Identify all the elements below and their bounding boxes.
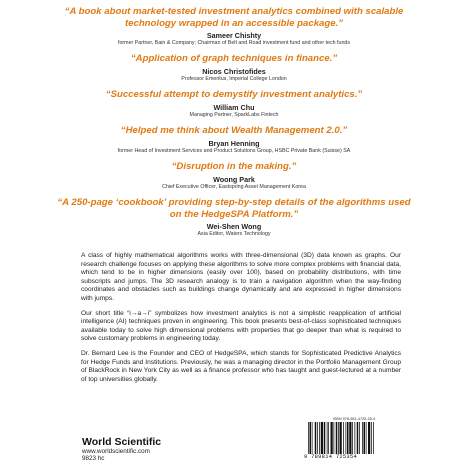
barcode-bar [343, 422, 344, 454]
endorsement [0, 6, 468, 46]
endorser-name: Woong Park [213, 174, 255, 184]
endorser-name: Wei-Shen Wong [206, 222, 262, 232]
barcode-bar [373, 422, 374, 454]
barcode-bar [312, 422, 313, 454]
endorser-name: William Chu [213, 102, 255, 112]
barcode-bar [359, 422, 360, 454]
endorsement-quote: “A book about market-tested investment analytics combined with scalable technology wrapped in an accessible package.” [64, 6, 404, 29]
endorser-role: former Head of Investment Services and Product Solutions Group, HSBC Private Bank (Suisse) SA [117, 147, 351, 154]
barcode-bar [366, 422, 367, 454]
endorsements-section [0, 6, 468, 244]
endorsement-quote: “Disruption in the making.” [171, 161, 297, 173]
endorser-name: Nicos Christofides [202, 66, 266, 76]
endorser-role: Managing Partner, SparkLabs Fintech [189, 111, 279, 118]
endorsement-quote: “Application of graph techniques in finance.” [130, 53, 338, 65]
barcode-bar [336, 422, 338, 454]
barcode-bar [308, 422, 309, 454]
author-bio-paragraph: Dr. Bernard Lee is the Founder and CEO of HedgeSPA, which stands for Sophisticated Predictive Analytics for Hedge Funds and Institutions. Previously, he was a managing director in the Portfolio Management Group of BlackRock in New York City as well as a finance professor who has taught and guest-lectured at a number of top universities globally. [81, 349, 401, 383]
barcode-bar [310, 422, 312, 454]
publisher-name: World Scientific [82, 436, 162, 448]
barcode-bar [331, 422, 333, 454]
barcode-bar [352, 422, 353, 454]
barcode-bars [304, 422, 404, 454]
endorser-role: Professor Emeritus, Imperial College London [181, 75, 287, 82]
endorser-name: Bryan Henning [208, 138, 260, 148]
barcode-bar [327, 422, 328, 454]
description-paragraph: A class of highly mathematical algorithms works with three-dimensional (3D) data known as graphs. Our research challenge focuses on applying these algorithms to solve more complex problems with financial data, which tend to be in higher dimensions (easily over 100), based on probability distributions, with time subscripts and jumps. The 3D research analogy is to train a navigation algorithm when the way-finding coordinates and obstacles such as buildings change dynamically and are expressed in higher dimensions with jumps. [81, 252, 401, 302]
barcode-bar [328, 422, 329, 454]
endorsement-quote: “Helped me think about Wealth Management 2.0.” [120, 125, 348, 137]
barcode-bar [317, 422, 318, 454]
endorsement [0, 89, 468, 118]
barcode-bar [319, 422, 320, 454]
catalog-code: 9823 hc [82, 455, 105, 462]
barcode-bar [340, 422, 342, 454]
endorsement [0, 197, 468, 237]
book-description [81, 252, 401, 390]
endorser-role: former Partner, Bain & Company; Chairman of Belt and Road investment fund and other tech funds [117, 40, 350, 46]
barcode-bar [347, 422, 349, 454]
barcode-bar [338, 422, 339, 454]
barcode-bar [362, 422, 363, 454]
description-paragraph: Our short title “i→a→i” symbolizes how investment analytics is not a simplistic reapplication of artificial intelligence (AI) techniques proven in engineering. This book presents best-of-class sophisticated techniques available today to solve high dimensional problems with properties that go deeper than what is required to solve customary problems in engineering today. [81, 309, 401, 343]
isbn-digits: 9 789814 725354 [304, 454, 358, 460]
isbn-barcode [304, 417, 404, 463]
publisher-block [82, 437, 161, 462]
barcode-bar [355, 422, 356, 454]
isbn-label: ISBN 978-981-4725-35-4 [332, 417, 376, 421]
barcode-bar [364, 422, 366, 454]
endorser-name: Sameer Chishty [206, 31, 262, 40]
endorser-role: Asia Editor, Waters Technology [197, 231, 271, 238]
barcode-bar [321, 422, 323, 454]
barcode-bar [346, 422, 347, 454]
barcode-bar [349, 422, 351, 454]
endorsement [0, 161, 468, 190]
endorser-role: Chief Executive Officer, Eastspring Asset Management Korea [162, 183, 306, 190]
barcode-bar [324, 422, 326, 454]
endorsement [0, 125, 468, 154]
endorsement [0, 53, 468, 82]
barcode-bar [368, 422, 370, 454]
barcode-bar [357, 422, 359, 454]
barcode-bar [334, 422, 335, 454]
publisher-url: www.worldscientific.com [82, 448, 150, 455]
barcode-bar [371, 422, 372, 454]
endorsement-quote: “Successful attempt to demystify investment analytics.” [105, 89, 363, 101]
barcode-bar [315, 422, 317, 454]
endorsement-quote: “A 250-page ‘cookbook’ providing step-by-step details of the algorithms used on the HedgeSPA Platform.” [57, 197, 411, 220]
